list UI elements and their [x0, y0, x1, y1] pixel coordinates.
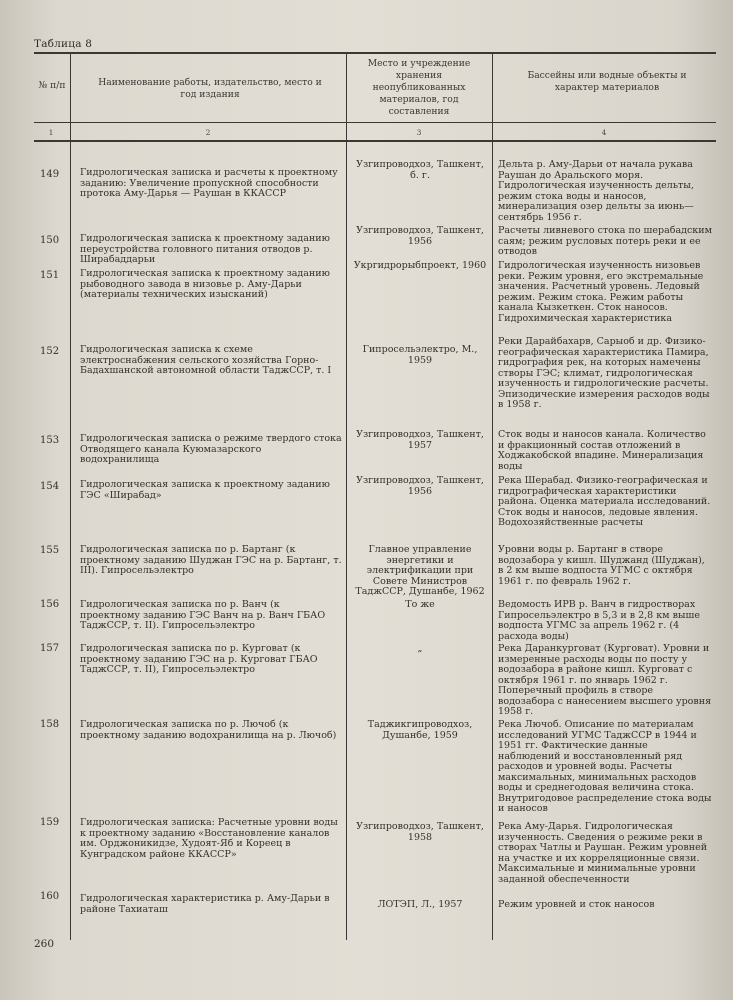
header-col4: Бассейны или водные объекты и характер материалов	[527, 70, 687, 93]
row-160-num: 160	[40, 891, 60, 902]
row-154-num: 154	[40, 481, 60, 492]
row-158-name: Гидрологическая записка по р. Лючоб (к проектному заданию водохранилища на р. Лючоб)	[80, 719, 337, 741]
row-160-place: ЛОТЭП, Л., 1957	[377, 899, 463, 910]
row-153-basin: Сток воды и наносов канала. Количество и фракционный состав отложений в Ходжакобской впадине. Минерализация воды	[498, 429, 706, 472]
row-153-place: Узгипроводхоз, Ташкент, 1957	[356, 429, 484, 451]
row-159-basin: Река Аму-Дарья. Гидрологическая изученность. Сведения о режиме реки в створах Чатлы и Раушан. Режим уровней на участке и их корреляционные связи. Максимальные и минимальные уровни заданной обеспеченности	[498, 821, 708, 885]
row-149-place: Узгипроводхоз, Ташкент, б. г.	[356, 159, 484, 181]
row-160-basin: Режим уровней и сток наносов	[498, 899, 655, 910]
row-156-num: 156	[40, 599, 60, 610]
header-bottom-rule	[34, 122, 716, 123]
row-155-name: Гидрологическая записка по р. Бартанг (к проектному заданию Шуджан ГЭС на р. Бартанг, т. III). Гипросельэлектро	[80, 544, 342, 576]
col-divider-1	[70, 54, 71, 940]
colnum-bottom-rule	[34, 140, 716, 142]
row-159-num: 159	[40, 817, 60, 828]
page-number: 260	[34, 938, 55, 950]
row-158-basin: Река Лючоб. Описание по материалам исследований УГМС ТаджССР в 1944 и 1951 гг. Фактические данные наблюдений и восстановленный ряд расходов и уровней воды. Расчеты максимальных, минимальных расходов воды и среднегодовая величина стока. Внутригодовое распределение стока воды и наносов	[498, 719, 712, 814]
header-col2: Наименование работы, издательство, место и год издания	[98, 77, 322, 100]
row-154-place: Узгипроводхоз, Ташкент, 1956	[356, 475, 484, 497]
row-149-basin: Дельта р. Аму-Дарьи от начала рукава Раушан до Аральского моря. Гидрологическая изученность дельты, режим стока воды и наносов, минерализация озер дельты за июнь—сентябрь 1956 г.	[498, 159, 694, 223]
row-150-basin: Расчеты ливневого стока по шерабадским саям; режим русловых потерь реки и ее отводов	[498, 225, 712, 257]
data-table	[34, 52, 716, 940]
row-155-num: 155	[40, 545, 60, 556]
row-154-name: Гидрологическая записка к проектному заданию ГЭС «Ширабад»	[80, 479, 330, 501]
row-154-basin: Река Шерабад. Физико-географическая и гидрографическая характеристики района. Оценка материала исследований. Сток воды и наносов, ледовые явления. Водохозяйственные расчеты	[498, 475, 711, 528]
row-152-name: Гидрологическая записка к схеме электроснабжения сельского хозяйства Горно-Бадахшанской автономной области ТаджССР, т. I	[80, 344, 332, 376]
colnum-1: 1	[48, 128, 54, 137]
row-157-basin: Река Даранкурговат (Курговат). Уровни и измеренные расходы воды по посту у водозабора в районе кишл. Курговат с октября 1961 г. по январь 1962 г. Поперечный профиль в створе водозабора с нанесением высшего уровня 1958 г.	[498, 643, 712, 717]
row-155-place: Главное управление энергетики и электрификации при Совете Министров ТаджССР, Душанбе, 1962	[355, 544, 485, 597]
row-153-name: Гидрологическая записка о режиме твердого стока Отводящего канала Куюмазарского водохранилища	[80, 433, 342, 465]
row-158-place: Таджикгипроводхоз, Душанбе, 1959	[367, 719, 473, 741]
row-156-basin: Ведомость ИРВ р. Ванч в гидростворах Гипросельэлектро в 5,3 и в 2,8 км выше водпоста УГМС за апрель 1962 г. (4 расхода воды)	[498, 599, 700, 642]
colnum-2: 2	[205, 128, 211, 137]
row-152-place: Гипросельэлектро, М., 1959	[362, 344, 478, 366]
table-top-rule	[34, 52, 716, 54]
row-151-place: Укргидрорыбпроект, 1960	[353, 260, 487, 271]
row-155-basin: Уровни воды р. Бартанг в створе водозабора у кишл. Шуджанд (Шуджан), в 2 км выше водпоста УГМС с октября 1961 г. по февраль 1962 г.	[498, 544, 705, 587]
row-159-name: Гидрологическая записка: Расчетные уровни воды к проектному заданию «Восстановление каналов им. Орджоникидзе, Худоят-Яб и Кореец в Кунградском районе ККАССР»	[80, 817, 338, 860]
row-159-place: Узгипроводхоз, Ташкент, 1958	[356, 821, 484, 843]
row-151-name: Гидрологическая записка к проектному заданию рыбоводного завода в низовье р. Аму-Дарьи (материалы технических изысканий)	[80, 268, 330, 300]
row-156-name: Гидрологическая записка по р. Ванч (к проектному заданию ГЭС Ванч на р. Ванч ГБАО ТаджССР, т. II). Гипросельэлектро	[80, 599, 326, 631]
row-157-place: „	[417, 643, 423, 654]
colnum-3: 3	[416, 128, 422, 137]
row-152-num: 152	[40, 346, 60, 357]
header-col1: № п/п	[38, 80, 66, 91]
colnum-4: 4	[601, 128, 607, 137]
row-150-num: 150	[40, 235, 60, 246]
row-150-place: Узгипроводхоз, Ташкент, 1956	[356, 225, 484, 247]
col-divider-2	[346, 54, 347, 940]
header-col3: Место и учреждение хранения неопубликованных материалов, год составления	[367, 58, 471, 117]
table-caption: Таблица 8	[34, 38, 93, 50]
row-151-num: 151	[40, 270, 60, 281]
row-152-basin: Реки Дарайбахарв, Сарыоб и др. Физико-географическая характеристика Памира, гидрография рек, на которых намечены створы ГЭС; климат, гидрологическая изученность и гидрологические расчеты. Эпизодические измерения расходов воды в 1958 г.	[498, 336, 710, 410]
row-160-name: Гидрологическая характеристика р. Аму-Дарьи в районе Тахиаташ	[80, 893, 330, 915]
row-149-name: Гидрологическая записка и расчеты к проектному заданию: Увеличение пропускной способности протока Аму-Дарья — Раушан в ККАССР	[80, 167, 338, 199]
row-156-place: То же	[405, 599, 435, 610]
row-149-num: 149	[40, 169, 60, 180]
row-157-name: Гидрологическая записка по р. Курговат (к проектному заданию ГЭС на р. Курговат ГБАО ТаджССР, т. II), Гипросельэлектро	[80, 643, 318, 675]
row-158-num: 158	[40, 719, 60, 730]
row-153-num: 153	[40, 435, 60, 446]
row-151-basin: Гидрологическая изученность низовьев реки. Режим уровня, его экстремальные значения. Расчетный уровень. Ледовый режим. Режим стока. Режим работы канала Кызкеткен. Сток наносов. Гидрохимическая характеристика	[498, 260, 704, 324]
col-divider-3	[492, 54, 493, 940]
row-150-name: Гидрологическая записка к проектному заданию переустройства головного питания отводов р. Ширабаддарьи	[80, 233, 330, 265]
row-157-num: 157	[40, 643, 60, 654]
